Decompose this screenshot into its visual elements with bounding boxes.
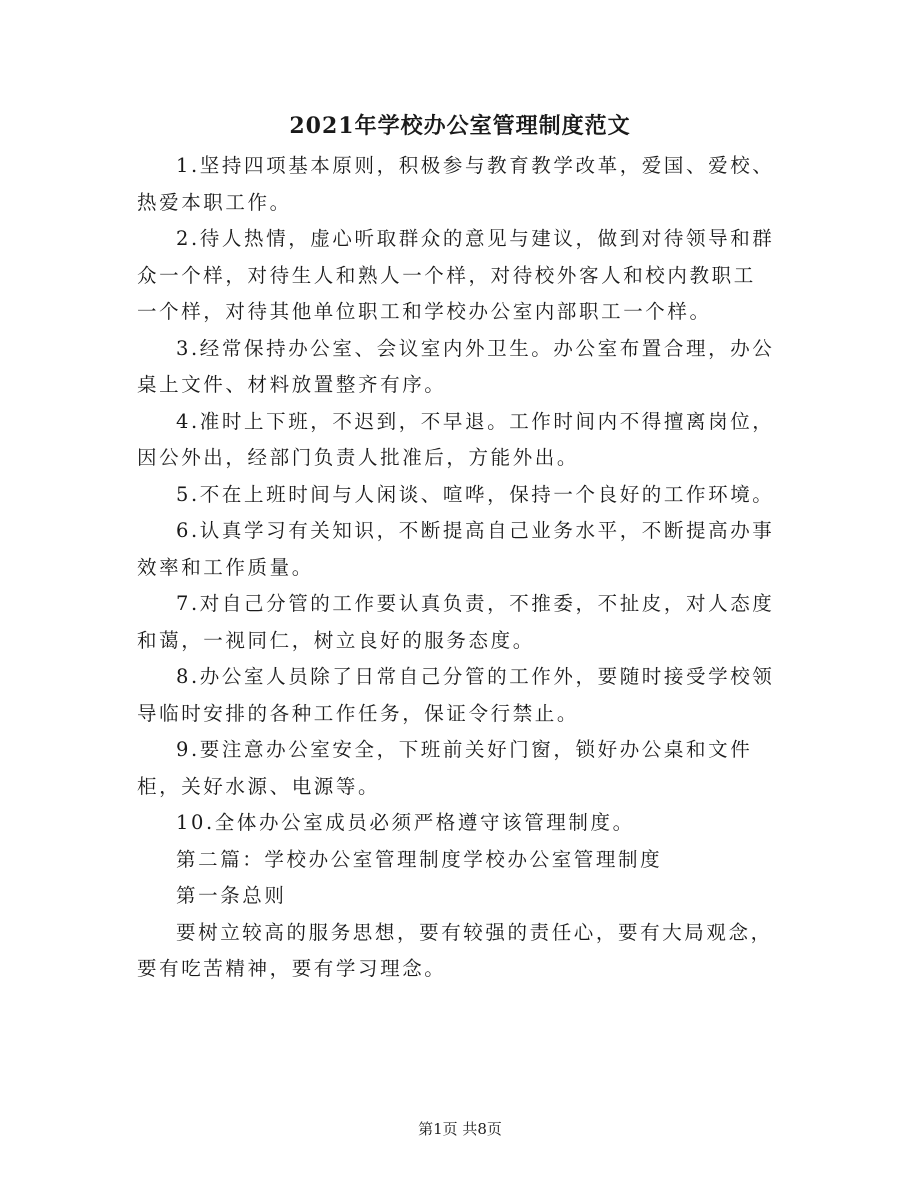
section-heading-part-two: 第二篇：学校办公室管理制度学校办公室管理制度 (176, 847, 663, 871)
paragraph-5: 5.不在上班时间与人闲谈、喧哗，保持一个良好的工作环境。 (176, 482, 775, 506)
paragraph-8: 8.办公室人员除了日常自己分管的工作外，要随时接受学校领导临时安排的各种工作任务，保证令行禁止。 (137, 665, 775, 725)
paragraph-10: 10.全体办公室成员必须严格遵守该管理制度。 (176, 811, 635, 834)
document-body (137, 148, 777, 988)
paragraph-3: 3.经常保持办公室、会议室内外卫生。办公室布置合理，办公桌上文件、材料放置整齐有序。 (137, 336, 775, 396)
document-title: 2021年学校办公室管理制度范文 (289, 113, 631, 139)
paragraph-7: 7.对自己分管的工作要认真负责，不推委，不扯皮，对人态度和蔼，一视同仁，树立良好的服务态度。 (137, 592, 775, 652)
article-heading-general: 第一条总则 (176, 884, 287, 907)
paragraph-1: 1.坚持四项基本原则，积极参与教育教学改革，爱国、爱校、热爱本职工作。 (137, 154, 775, 214)
paragraph-4: 4.准时上下班，不迟到，不早退。工作时间内不得擅离岗位，因公外出，经部门负责人批准后，方能外出。 (137, 409, 775, 469)
page-footer: 第1页 共8页 (418, 1120, 502, 1138)
paragraph-2: 2.待人热情，虚心听取群众的意见与建议，做到对待领导和群众一个样，对待生人和熟人一个样，对待校外客人和校内教职工一个样，对待其他单位职工和学校办公室内部职工一个样。 (137, 227, 775, 323)
paragraph-general-principles: 要树立较高的服务思想，要有较强的责任心，要有大局观念，要有吃苦精神，要有学习理念。 (137, 920, 773, 980)
paragraph-9: 9.要注意办公室安全，下班前关好门窗，锁好办公桌和文件柜，关好水源、电源等。 (137, 738, 753, 798)
paragraph-6: 6.认真学习有关知识，不断提高自己业务水平，不断提高办事效率和工作质量。 (137, 519, 775, 579)
